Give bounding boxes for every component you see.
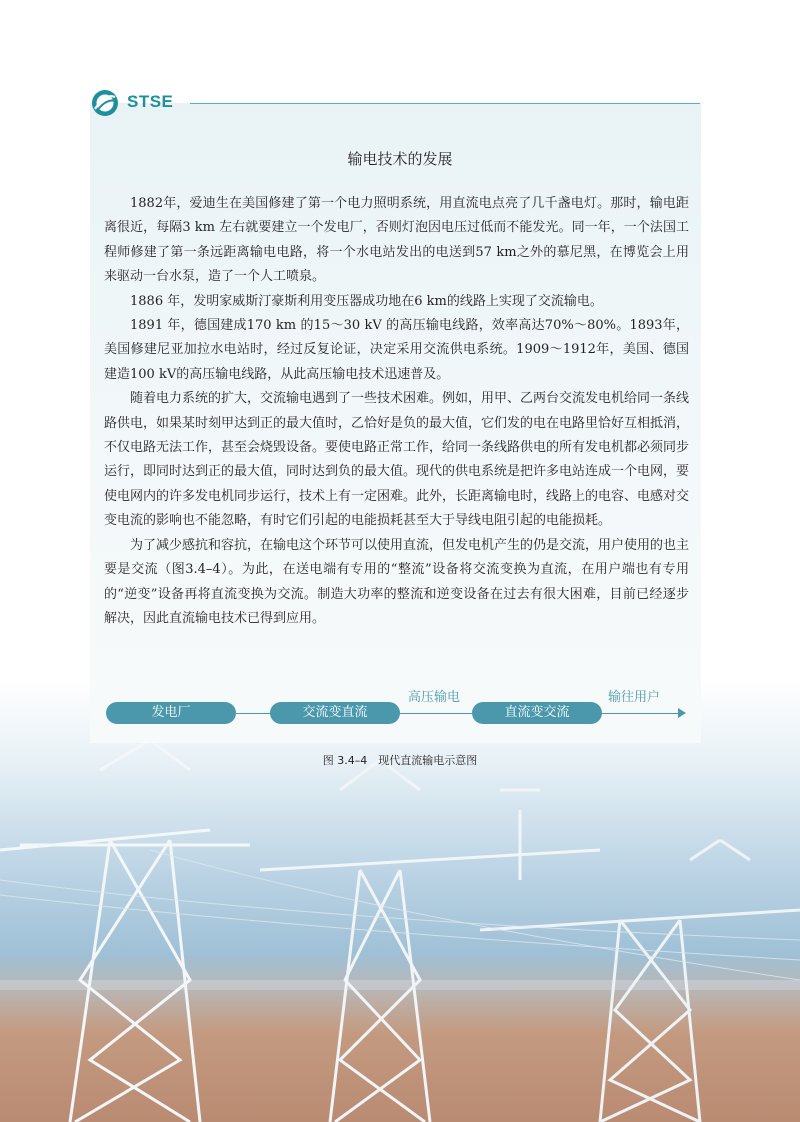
paragraph: 1882年，爱迪生在美国修建了第一个电力照明系统，用直流电点亮了几千盏电灯。那时，输电距离很近，每隔3 km 左右就要建立一个发电厂，否则灯泡因电压过低而不能发光。同一年，一个法国工程师修建了第一条远距离输电电路，将一个水电站发出的电送到57 km之外的慕尼黑，在博览会上用来驱动一台水泵，造了一个人工喷泉。 <box>104 196 689 285</box>
connector-line <box>400 713 472 714</box>
stse-logo-icon <box>90 88 120 118</box>
article-title: 输电技术的发展 <box>347 150 453 168</box>
arrow-head-icon <box>678 708 686 718</box>
paragraph: 1886 年，发明家威斯汀豪斯利用变压器成功地在6 km的线路上实现了交流输电。 <box>130 293 603 309</box>
node-power-plant: 发电厂 <box>106 702 236 724</box>
header-divider <box>190 103 700 104</box>
paragraph: 为了减少感抗和容抗，在输电这个环节可以使用直流，但发电机产生的仍是交流，用户使用的也主要是交流（图3.4–4）。为此，在送电端有专用的“整流”设备将交流变换为直流，在用户端也有专用的“逆变”设备再将直流变换为交流。制造大功率的整流和逆变设备在过去有很大困难，目前已经逐步解决，因此直流输电技术已得到应用。 <box>104 537 690 626</box>
dc-transmission-diagram <box>0 688 800 738</box>
figure-caption: 图 3.4–4 现代直流输电示意图 <box>322 754 478 767</box>
connector-line <box>236 713 270 714</box>
connector-line <box>602 713 680 714</box>
paragraph: 1891 年，德国建成170 km 的15～30 kV 的高压输电线路，效率高达70%～80%。1893年，美国修建尼亚加拉水电站时，经过反复论证，决定采用交流供电系统。1909～1912年，美国、德国建造100 kV的高压输电线路，从此高压输电技术迅速普及。 <box>104 318 689 382</box>
brand-label: STSE <box>127 92 174 111</box>
node-dc-to-ac: 直流变交流 <box>472 702 602 724</box>
power-tower-photo <box>0 680 800 1122</box>
node-ac-to-dc: 交流变直流 <box>270 702 400 724</box>
article-body <box>104 192 689 631</box>
label-to-users: 输往用户 <box>608 690 661 705</box>
label-hv-transmission: 高压输电 <box>408 690 461 705</box>
section-header <box>90 86 700 122</box>
paragraph: 随着电力系统的扩大，交流输电遇到了一些技术困难。例如，用甲、乙两台交流发电机给同一条线路供电，如果某时刻甲达到正的最大值时，乙恰好是负的最大值，它们发的电在电路里恰好互相抵消，不仅电路无法工作，甚至会烧毁设备。要使电路正常工作，给同一条线路供电的所有发电机都必须同步运行，即同时达到正的最大值，同时达到负的最大值。现代的供电系统是把许多电站连成一个电网，要使电网内的许多发电机同步运行，技术上有一定困难。此外，长距离输电时，线路上的电容、电感对交变电流的影响也不能忽略，有时它们引起的电能损耗甚至大于导线电阻引起的电能损耗。 <box>104 391 690 529</box>
